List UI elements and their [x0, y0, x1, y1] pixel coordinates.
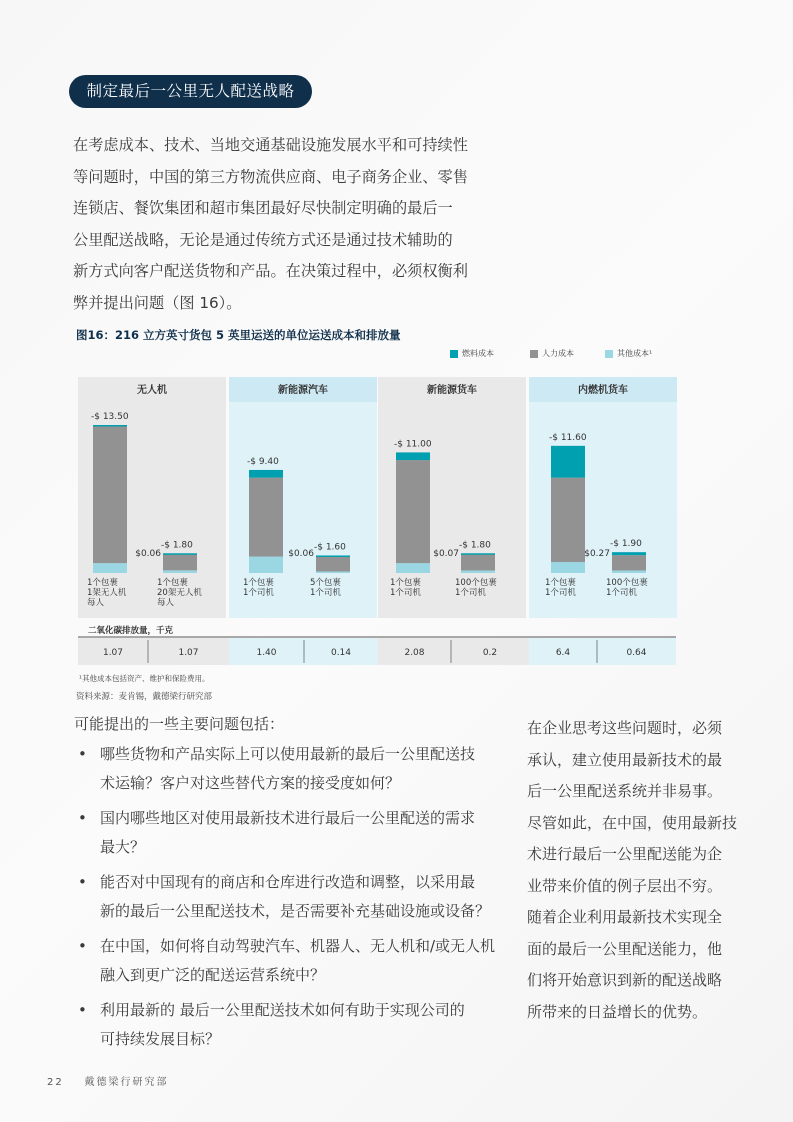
bar-category-label: 1个包裹 — [87, 578, 118, 588]
bar-segment-labor — [249, 478, 283, 557]
bar-segment-fuel — [551, 446, 585, 478]
bar-category-label: 100个包裹 — [606, 578, 648, 588]
right-line: 在企业思考这些问题时，必须 — [527, 719, 723, 737]
bar-fuel-label: $0.06 — [288, 549, 314, 559]
bar-category-label: 1个包裹 — [157, 578, 188, 588]
bar-segment-labor — [396, 460, 430, 563]
page-number: 22 — [47, 1077, 64, 1088]
bar-segment-other — [249, 557, 283, 573]
bullet-icon: • — [78, 1001, 87, 1019]
intro-line: 新方式向客户配送货物和产品。在决策过程中，必须权衡利 — [73, 262, 468, 280]
bar-category-label: 5个包裹 — [310, 578, 341, 588]
question-item: • 国内哪些地区对使用最新技术进行最后一公里配送的需求 最大？ — [74, 804, 514, 862]
right-line: 面的最后一公里配送能力，他 — [527, 939, 723, 958]
question-item: • 能否对中国现有的商店和仓库进行改造和调整，以采用最 新的最后一公里配送技术，是否需要补充基础设施或设备？ — [74, 868, 514, 926]
bar-segment-fuel — [612, 552, 646, 555]
bar-segment-labor — [461, 554, 495, 570]
bar-category-label: 1个司机 — [390, 588, 421, 598]
bar-segment-other — [93, 563, 127, 573]
question-item: • 在中国，如何将自动驾驶汽车、机器人、无人机和/或无人机 融入到更广泛的配送运营系统中？ — [74, 932, 514, 990]
intro-line: 在考虑成本、技术、当地交通基础设施发展水平和可持续性 — [73, 136, 468, 154]
co2-value: 1.07 — [178, 648, 199, 658]
bar-total-label: -$ 11.00 — [394, 439, 432, 450]
chart-group-label: 内燃机货车 — [578, 385, 628, 396]
questions-intro: 可能提出的一些主要问题包括： — [74, 715, 285, 733]
right-line: 术进行最后一公里配送能为企 — [527, 845, 723, 863]
co2-value: 2.08 — [404, 648, 425, 658]
source-note: 资料来源：麦肯锡，戴德梁行研究部 — [76, 692, 213, 702]
bar-category-label: 1个司机 — [310, 588, 341, 598]
bar-segment-other — [163, 570, 197, 573]
co2-value: 0.2 — [482, 648, 498, 658]
co2-value: 6.4 — [555, 648, 571, 658]
bar-segment-fuel — [461, 553, 495, 555]
bar-category-label: 1个包裹 — [243, 578, 274, 588]
right-line: 业带来价值的例子层出不穷。 — [527, 876, 723, 895]
page-footer — [47, 1073, 168, 1088]
intro-line: 弊并提出问题（图 16）。 — [73, 293, 242, 312]
bar-category-label: 1个包裹 — [390, 578, 421, 588]
questions-list — [74, 740, 514, 1060]
co2-value: 0.64 — [626, 648, 647, 658]
bar-total-label: -$ 11.60 — [549, 432, 587, 443]
bar-total-label: -$ 1.80 — [459, 540, 491, 551]
bar-segment-other — [612, 570, 646, 573]
bar-segment-labor — [316, 556, 350, 571]
bar-total-label: -$ 1.80 — [161, 540, 193, 551]
bar-segment-labor — [163, 554, 197, 570]
bar-segment-other — [396, 563, 430, 573]
bar-fuel-label: $0.07 — [433, 549, 459, 559]
intro-line: 连锁店、餐饮集团和超市集团最好尽快制定明确的最后一 — [73, 199, 453, 217]
bar-category-label: 1个司机 — [243, 588, 274, 598]
chart-group-label: 新能源汽车 — [278, 385, 328, 396]
bar-segment-fuel — [396, 452, 430, 460]
legend-labor-label: 人力成本 — [542, 349, 574, 358]
bar-total-label: -$ 13.50 — [91, 412, 129, 422]
bar-segment-labor — [612, 555, 646, 570]
right-column-paragraph — [527, 713, 747, 1028]
right-line: 所带来的日益增长的优势。 — [527, 1002, 708, 1021]
intro-line: 等问题时，中国的第三方物流供应商、电子商务企业、零售 — [73, 167, 468, 186]
chart-group-label: 无人机 — [137, 385, 167, 396]
right-line: 们将开始意识到新的配送战略 — [527, 971, 723, 989]
bar-category-label: 20架无人机 — [157, 588, 202, 598]
bar-fuel-label: $0.06 — [135, 549, 161, 559]
bar-segment-labor — [551, 478, 585, 562]
right-line: 后一公里配送系统并非易事。 — [527, 782, 723, 800]
bar-category-label: 每人 — [87, 598, 105, 608]
legend-fuel-label: 燃料成本 — [462, 349, 494, 358]
bar-segment-fuel — [316, 555, 350, 557]
bar-category-label: 1个司机 — [455, 588, 486, 598]
co2-label: 二氧化碳排放量，千克 — [88, 626, 174, 636]
intro-line: 公里配送战略，无论是通过传统方式还是通过技术辅助的 — [73, 230, 453, 249]
footnote: ¹其他成本包括资产、维护和保险费用。 — [79, 674, 210, 683]
bar-category-label: 100个包裹 — [455, 578, 497, 588]
footer-org: 戴德梁行研究部 — [84, 1077, 169, 1088]
co2-value: 1.07 — [102, 648, 124, 658]
bar-segment-fuel — [93, 425, 127, 427]
chart-group-label: 新能源货车 — [427, 385, 477, 396]
bar-total-label: -$ 1.60 — [314, 542, 346, 553]
bar-category-label: 1架无人机 — [87, 588, 127, 598]
legend-other-label: 其他成本¹ — [617, 349, 653, 358]
bar-segment-labor — [93, 426, 127, 563]
right-line: 尽管如此，在中国，使用最新技 — [527, 813, 738, 832]
bullet-icon: • — [78, 745, 87, 763]
bullet-icon: • — [78, 937, 87, 955]
bullet-icon: • — [78, 873, 87, 891]
question-item: • 哪些货物和产品实际上可以使用最新的最后一公里配送技 术运输？客户对这些替代方案的接受度如何？ — [74, 740, 514, 798]
bar-segment-fuel — [249, 470, 283, 478]
bar-segment-other — [461, 570, 495, 573]
bar-category-label: 1个司机 — [545, 588, 576, 598]
bar-segment-other — [551, 562, 585, 573]
bar-category-label: 1个包裹 — [545, 578, 576, 588]
figure-title: 图16：216 立方英寸货包 5 英里运送的单位运送成本和排放量 — [76, 328, 401, 342]
bar-fuel-label: $0.27 — [584, 549, 610, 559]
co2-value: 1.40 — [256, 648, 277, 658]
bar-segment-other — [316, 571, 350, 573]
right-line: 承认，建立使用最新技术的最 — [527, 750, 723, 769]
section-title-pill: 制定最后一公里无人配送战略 — [69, 75, 312, 108]
bar-segment-fuel — [163, 553, 197, 555]
bar-category-label: 每人 — [157, 598, 175, 608]
question-item: • 利用最新的 最后一公里配送技术如何有助于实现公司的 可持续发展目标？ — [74, 996, 514, 1054]
co2-value: 0.14 — [330, 648, 352, 658]
right-line: 随着企业利用最新技术实现全 — [527, 908, 723, 926]
bullet-icon: • — [78, 809, 87, 827]
bar-category-label: 1个司机 — [606, 588, 637, 598]
bar-total-label: -$ 1.90 — [610, 539, 642, 550]
bar-total-label: -$ 9.40 — [247, 456, 279, 467]
